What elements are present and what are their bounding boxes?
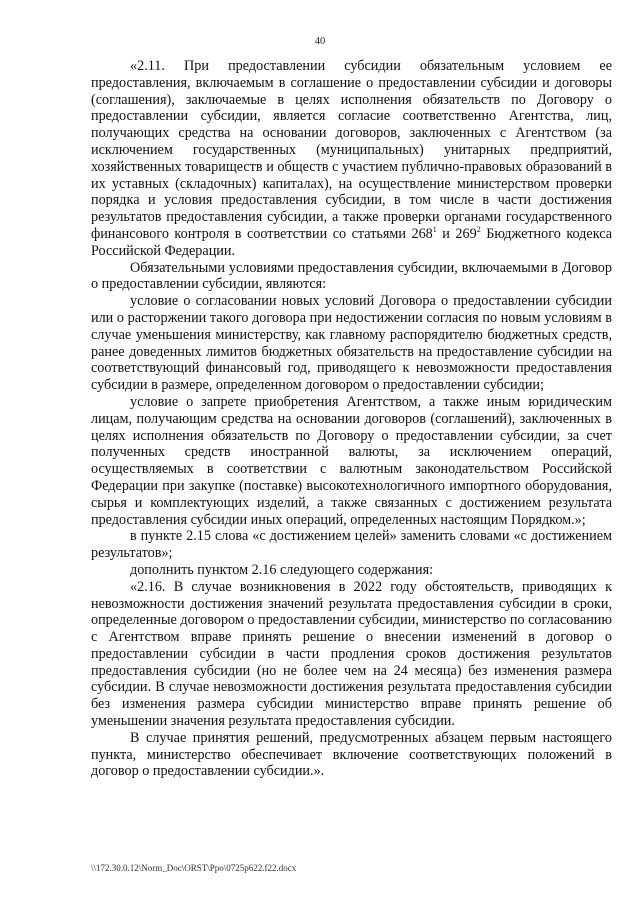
paragraph-2-11-text-c: Бюджетного кодекса Российской Федерации. [91, 225, 613, 259]
document-body [91, 58, 612, 780]
paragraph-condition-agreement: условие о согласовании новых условий Договора о предоставлении субсидии или о расторжении такого договора при недостижении согласия по новым условиям в случае уменьшения министерству, как главному распорядителю бюджетных средств, ранее доведенных лимитов бюджетных обязательств на предоставление субсидии на соответствующий финансовый год, приводящего к невозможности предоставления субсидии в размере, определенном договором о предоставлении субсидии; [91, 293, 612, 394]
superscript-1: 1 [432, 224, 437, 234]
paragraph-2-11 [91, 58, 612, 260]
page-number: 40 [314, 36, 326, 47]
paragraph-2-11-text-b: и 269 [436, 225, 477, 242]
file-path-footer: \\172.30.0.12\Norm_Doc\ORST\Ppo\0725p622.f22.docx [91, 863, 297, 873]
paragraph-condition-currency: условие о запрете приобретения Агентством, а также иным юридическим лицам, получающим средства на основании договоров (соглашений), заключенных в целях исполнения обязательств по Договору о предоставлении субсидии, за счет полученных средств иностранной валюты, за исключением операций, осуществляемых в соответствии с валютным законодательством Российской Федерации при закупке (поставке) высокотехнологичного импортного оборудования, сырья и комплектующих изделий, а также связанных с достижением результата предоставления субсидии иных операций, определенных настоящим Порядком.»; [91, 393, 612, 528]
paragraph-add-2-16: дополнить пунктом 2.16 следующего содержания: [130, 561, 434, 578]
paragraph-2-11-text-a: «2.11. При предоставлении субсидии обязательным условием ее предоставления, включаемым в соглашение о предоставлении субсидии и договоры (соглашения), заключаемые в целях исполнения обязательств по Договору о предоставлении субсидии, является согласие соответственно Агентства, лиц, получающих средства на основании договоров, заключенных с Агентством (за исключением государственных (муниципальных) унитарных предприятий, хозяйственных товариществ и обществ с участием публично-правовых образований в их уставных (складочных) капиталах), на осуществление министерством проверки порядка и условия предоставления субсидии, в том числе в части достижения результатов предоставления субсидии, а также проверки органами государственного финансового контроля в соответствии со статьями 268 [91, 58, 612, 242]
superscript-2: 2 [476, 224, 481, 234]
paragraph-2-16: «2.16. В случае возникновения в 2022 году обстоятельств, приводящих к невозможности достижения значений результата предоставления субсидии в сроки, определенные договором о предоставлении субсидии, министерство по согласованию с Агентством вправе принять решение о внесении изменений в договор о предоставлении субсидии в части продления сроков достижения результатов предоставления субсидии (но не более чем на 24 месяца) без изменения размера субсидии. В случае невозможности достижения результата предоставления субсидии без изменения размера субсидии министерство вправе принять решение об уменьшении значения результата предоставления субсидии. [91, 578, 612, 730]
paragraph-decisions: В случае принятия решений, предусмотренных абзацем первым настоящего пункта, министерство обеспечивает включение соответствующих положений в договор о предоставлении субсидии.». [91, 729, 612, 780]
paragraph-point-2-15: в пункте 2.15 слова «с достижением целей» заменить словами «с достижением результатов»; [91, 528, 612, 562]
paragraph-mandatory-conditions: Обязательными условиями предоставления субсидии, включаемыми в Договор о предоставлении субсидии, являются: [91, 259, 612, 293]
